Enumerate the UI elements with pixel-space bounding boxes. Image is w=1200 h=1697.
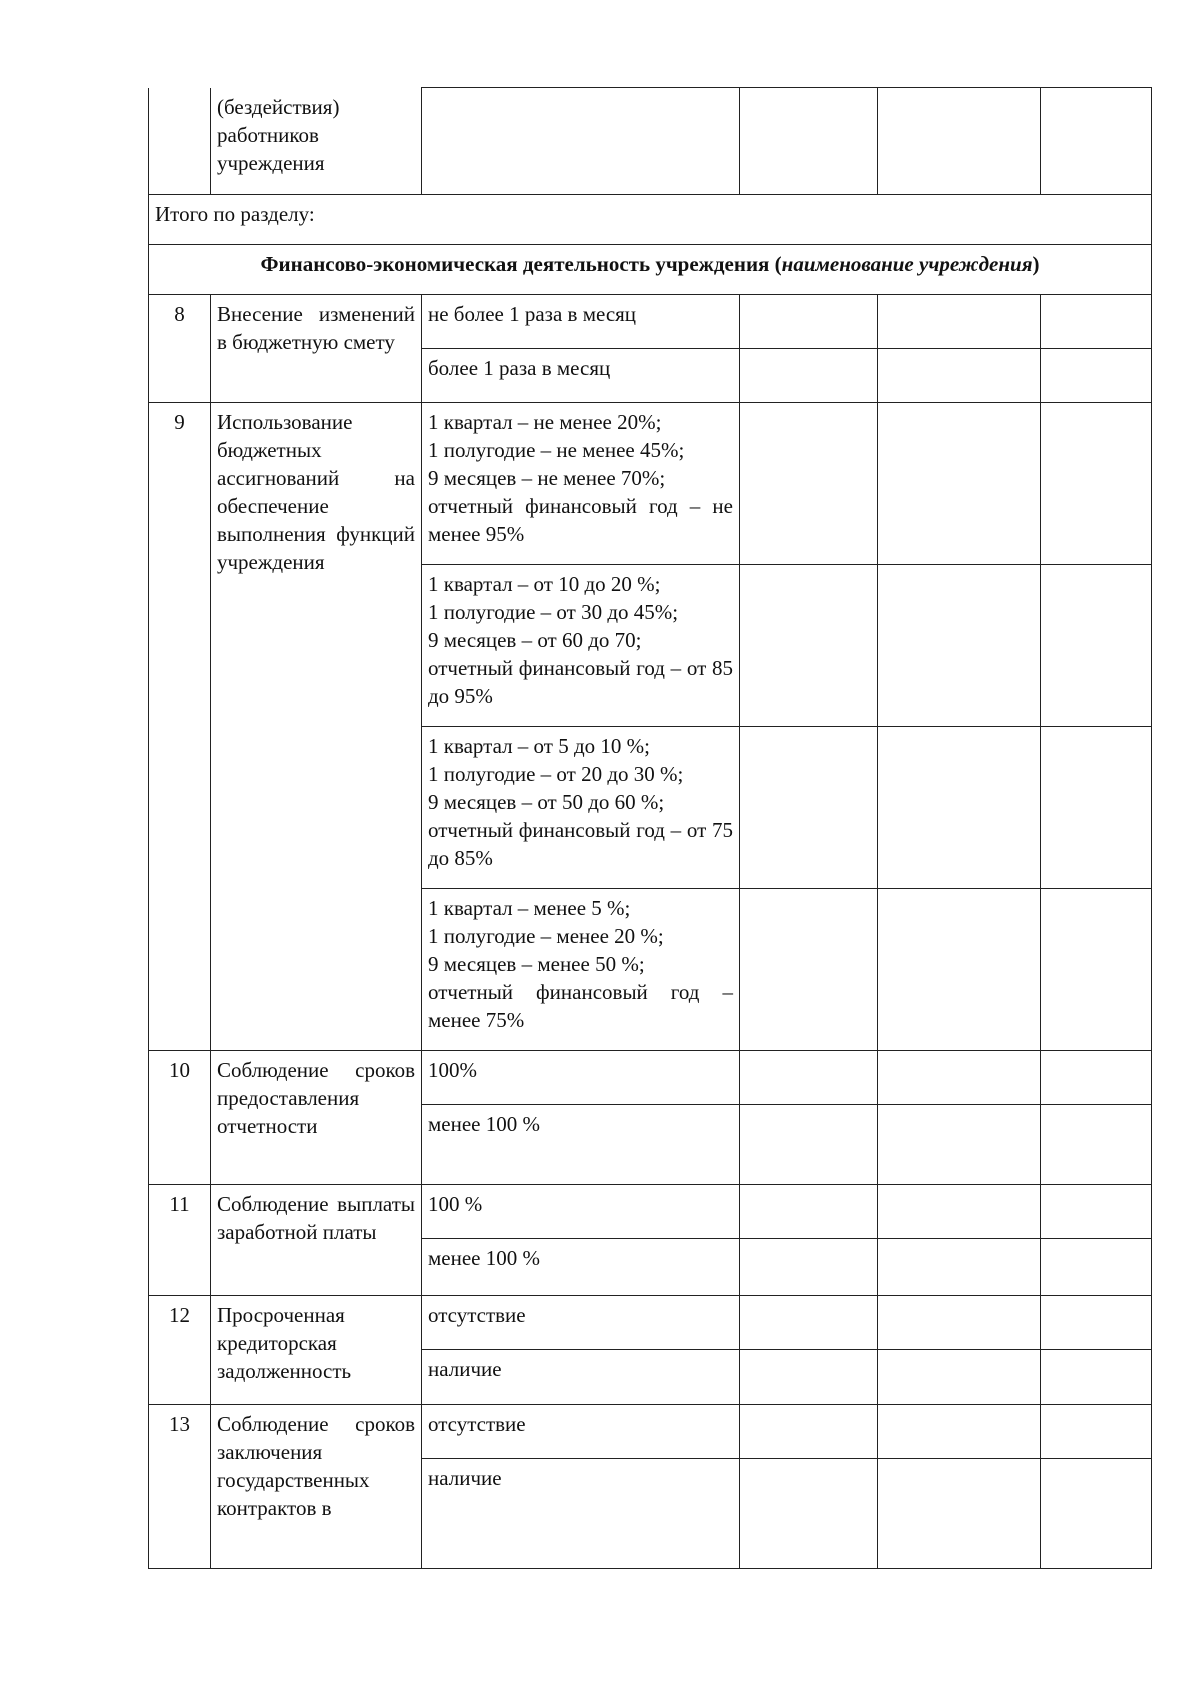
- value-cell: [878, 727, 1041, 889]
- value-cell: [1041, 1239, 1152, 1296]
- indicator-name: Соблюдение выплаты заработной платы: [211, 1185, 422, 1296]
- table-row: [149, 88, 1152, 195]
- value-cell: [740, 88, 878, 195]
- value-cell: [878, 349, 1041, 403]
- criterion: наличие: [422, 1459, 740, 1569]
- indicator-name: Соблюдение сроков предоставления отчетности: [211, 1051, 422, 1185]
- value-cell: [740, 1105, 878, 1185]
- value-cell: [740, 1185, 878, 1239]
- value-cell: [878, 1296, 1041, 1350]
- value-cell: [1041, 1350, 1152, 1405]
- value-cell: [1041, 403, 1152, 565]
- table-row: [149, 1185, 1152, 1239]
- value-cell: [740, 295, 878, 349]
- criterion: менее 100 %: [422, 1239, 740, 1296]
- indicator-name: Соблюдение сроков заключения государственных контрактов в: [211, 1405, 422, 1569]
- criterion: отсутствие: [422, 1405, 740, 1459]
- num-cell: [149, 88, 211, 195]
- value-cell: [1041, 889, 1152, 1051]
- criterion: не более 1 раза в месяц: [422, 295, 740, 349]
- row-number: 12: [149, 1296, 211, 1405]
- criterion: 100%: [422, 1051, 740, 1105]
- value-cell: [878, 1459, 1041, 1569]
- value-cell: [878, 295, 1041, 349]
- criterion: более 1 раза в месяц: [422, 349, 740, 403]
- value-cell: [878, 889, 1041, 1051]
- row-number: 9: [149, 403, 211, 1051]
- value-cell: [740, 727, 878, 889]
- value-cell: [1041, 295, 1152, 349]
- value-cell: [878, 1239, 1041, 1296]
- table-row: [149, 1296, 1152, 1350]
- criterion: менее 100 %: [422, 1105, 740, 1185]
- section-heading-row: [149, 245, 1152, 295]
- value-cell: [878, 1105, 1041, 1185]
- value-cell: [1041, 727, 1152, 889]
- indicator-name: Внесение изменений в бюджетную смету: [211, 295, 422, 403]
- value-cell: [878, 88, 1041, 195]
- section-title-italic: наименование учреждения: [781, 252, 1033, 276]
- criterion: 1 квартал – от 10 до 20 %; 1 полугодие – от 30 до 45%; 9 месяцев – от 60 до 70; отчетный финансовый год – от 85 до 95%: [422, 565, 740, 727]
- value-cell: [878, 1405, 1041, 1459]
- table-row: [149, 403, 1152, 565]
- value-cell: [740, 1051, 878, 1105]
- value-cell: [740, 1459, 878, 1569]
- criterion: 1 квартал – менее 5 %; 1 полугодие – менее 20 %; 9 месяцев – менее 50 %; отчетный финансовый год – менее 75%: [422, 889, 740, 1051]
- value-cell: [740, 349, 878, 403]
- value-cell: [1041, 1459, 1152, 1569]
- value-cell: [740, 1296, 878, 1350]
- table-row: [149, 1405, 1152, 1459]
- value-cell: [878, 565, 1041, 727]
- indicator-name-cell: (бездействия) работников учреждения: [211, 88, 422, 195]
- value-cell: [1041, 1105, 1152, 1185]
- criterion: 1 квартал – от 5 до 10 %; 1 полугодие – от 20 до 30 %; 9 месяцев – от 50 до 60 %; отчетный финансовый год – от 75 до 85%: [422, 727, 740, 889]
- value-cell: [878, 1051, 1041, 1105]
- criterion: отсутствие: [422, 1296, 740, 1350]
- evaluation-table: [148, 87, 1152, 1569]
- value-cell: [740, 565, 878, 727]
- criterion: 1 квартал – не менее 20%; 1 полугодие – не менее 45%; 9 месяцев – не менее 70%; отчетный финансовый год – не менее 95%: [422, 403, 740, 565]
- summary-row: [149, 195, 1152, 245]
- value-cell: [1041, 1051, 1152, 1105]
- table-row: [149, 295, 1152, 349]
- indicator-name: Просроченная кредиторская задолженность: [211, 1296, 422, 1405]
- row-number: 11: [149, 1185, 211, 1296]
- value-cell: [1041, 565, 1152, 727]
- indicator-name: Использование бюджетных ассигнований на обеспечение выполнения функций учреждения: [211, 403, 422, 1051]
- value-cell: [878, 1185, 1041, 1239]
- row-number: 8: [149, 295, 211, 403]
- value-cell: [1041, 1185, 1152, 1239]
- value-cell: [740, 403, 878, 565]
- value-cell: [740, 1405, 878, 1459]
- value-cell: [1041, 88, 1152, 195]
- value-cell: [1041, 1405, 1152, 1459]
- value-cell: [1041, 1296, 1152, 1350]
- value-cell: [878, 1350, 1041, 1405]
- value-cell: [1041, 349, 1152, 403]
- criterion: 100 %: [422, 1185, 740, 1239]
- value-cell: [740, 889, 878, 1051]
- value-cell: [878, 403, 1041, 565]
- section-title: Финансово-экономическая деятельность учреждения (наименование учреждения): [149, 245, 1152, 295]
- summary-label: Итого по разделу:: [149, 195, 1152, 245]
- criterion: наличие: [422, 1350, 740, 1405]
- row-number: 13: [149, 1405, 211, 1569]
- value-cell: [740, 1350, 878, 1405]
- table-row: [149, 1051, 1152, 1105]
- value-cell: [740, 1239, 878, 1296]
- row-number: 10: [149, 1051, 211, 1185]
- criteria-cell: [422, 88, 740, 195]
